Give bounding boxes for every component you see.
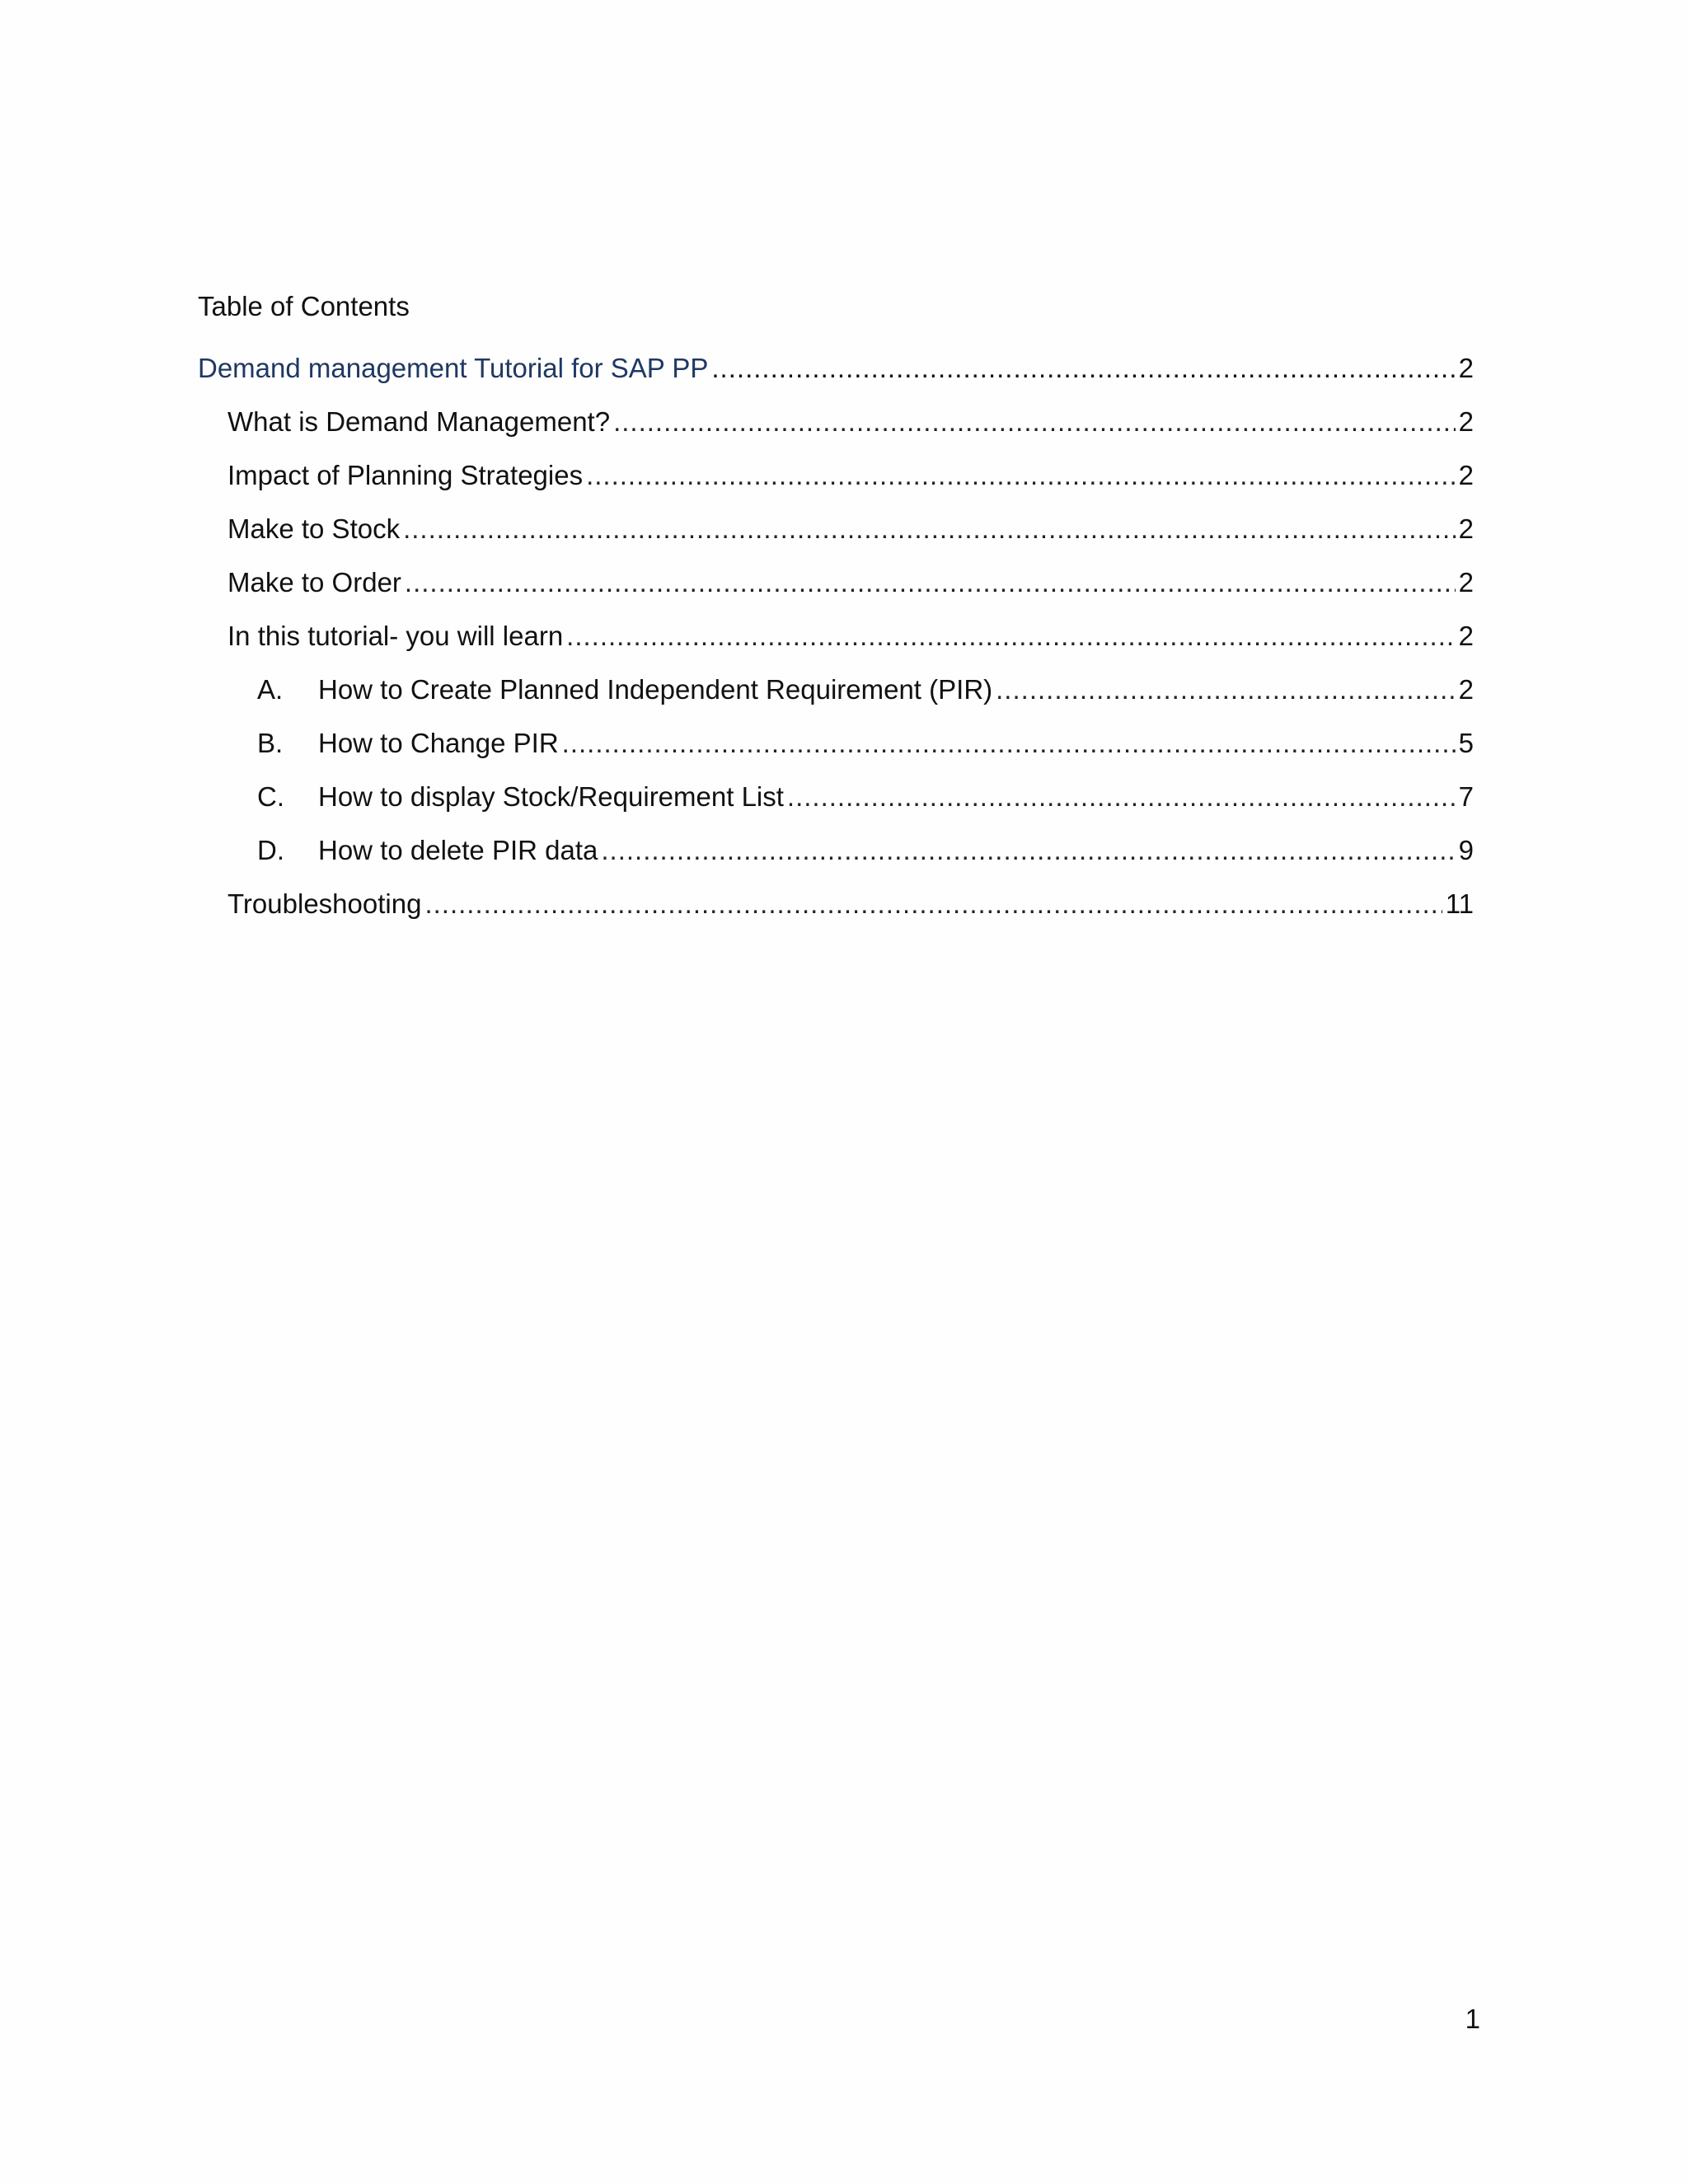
toc-entry-title: Demand management Tutorial for SAP PP <box>198 353 709 383</box>
toc-heading: Table of Contents <box>198 291 410 321</box>
toc-entry-in-this-tutorial[interactable] <box>227 618 1474 654</box>
toc-leader-dots <box>424 886 1442 922</box>
toc-entry-marker: C. <box>257 781 284 812</box>
page-number: 1 <box>1465 2004 1480 2034</box>
toc-page-number: 9 <box>1458 835 1474 865</box>
toc-page-number: 2 <box>1458 406 1474 437</box>
toc-entry-title: What is Demand Management? <box>227 406 611 437</box>
toc-entry-title: Make to Stock <box>227 513 401 544</box>
toc-entry-marker: D. <box>257 835 284 865</box>
toc-entry-delete-pir-data[interactable] <box>257 832 1474 869</box>
toc-entry-create-pir[interactable] <box>257 672 1474 708</box>
toc-page-number: 2 <box>1458 460 1474 490</box>
toc-page-number: 2 <box>1458 513 1474 544</box>
toc-entry-make-to-stock[interactable] <box>227 511 1474 547</box>
toc-leader-dots <box>405 565 1456 601</box>
toc-entry-change-pir[interactable] <box>257 725 1474 762</box>
toc-entry-title: Make to Order <box>227 567 401 598</box>
toc-entry-title: In this tutorial- you will learn <box>227 621 564 651</box>
toc-entry-impact-of-planning-strategies[interactable] <box>227 457 1474 494</box>
toc-leader-dots <box>601 832 1455 869</box>
toc-page-number: 2 <box>1458 621 1474 651</box>
toc-entry-title: How to delete PIR data <box>318 835 598 865</box>
toc-page-number: 2 <box>1458 353 1474 383</box>
toc-leader-dots <box>787 779 1456 815</box>
toc-page-number: 11 <box>1445 888 1474 919</box>
toc-leader-dots <box>403 511 1456 547</box>
toc-leader-dots <box>711 350 1455 387</box>
toc-page-number: 5 <box>1458 728 1474 758</box>
toc-entry-title: Impact of Planning Strategies <box>227 460 584 490</box>
toc-leader-dots <box>996 672 1456 708</box>
toc-page-number: 2 <box>1458 567 1474 598</box>
toc-page-number: 7 <box>1458 781 1474 812</box>
toc-leader-dots <box>613 404 1456 440</box>
toc-leader-dots <box>566 618 1455 654</box>
toc-entry-title: How to Change PIR <box>318 728 559 758</box>
toc-entry-display-stock-requirement-list[interactable] <box>257 779 1474 815</box>
toc-entry-troubleshooting[interactable] <box>227 886 1474 922</box>
toc-leader-dots <box>562 725 1456 762</box>
toc-entry-title: How to display Stock/Requirement List <box>318 781 784 812</box>
toc-page-number: 2 <box>1458 674 1474 705</box>
toc-entry-marker: A. <box>257 674 284 705</box>
toc-leader-dots <box>586 457 1456 494</box>
toc-entry-title: Troubleshooting <box>227 888 422 919</box>
toc-entry-what-is-demand-management[interactable] <box>227 404 1474 440</box>
toc-entry-marker: B. <box>257 728 284 758</box>
toc-entry-make-to-order[interactable] <box>227 565 1474 601</box>
toc-entry-demand-management-tutorial[interactable] <box>198 350 1474 387</box>
toc-entry-title: How to Create Planned Independent Requirement (PIR) <box>318 674 993 705</box>
